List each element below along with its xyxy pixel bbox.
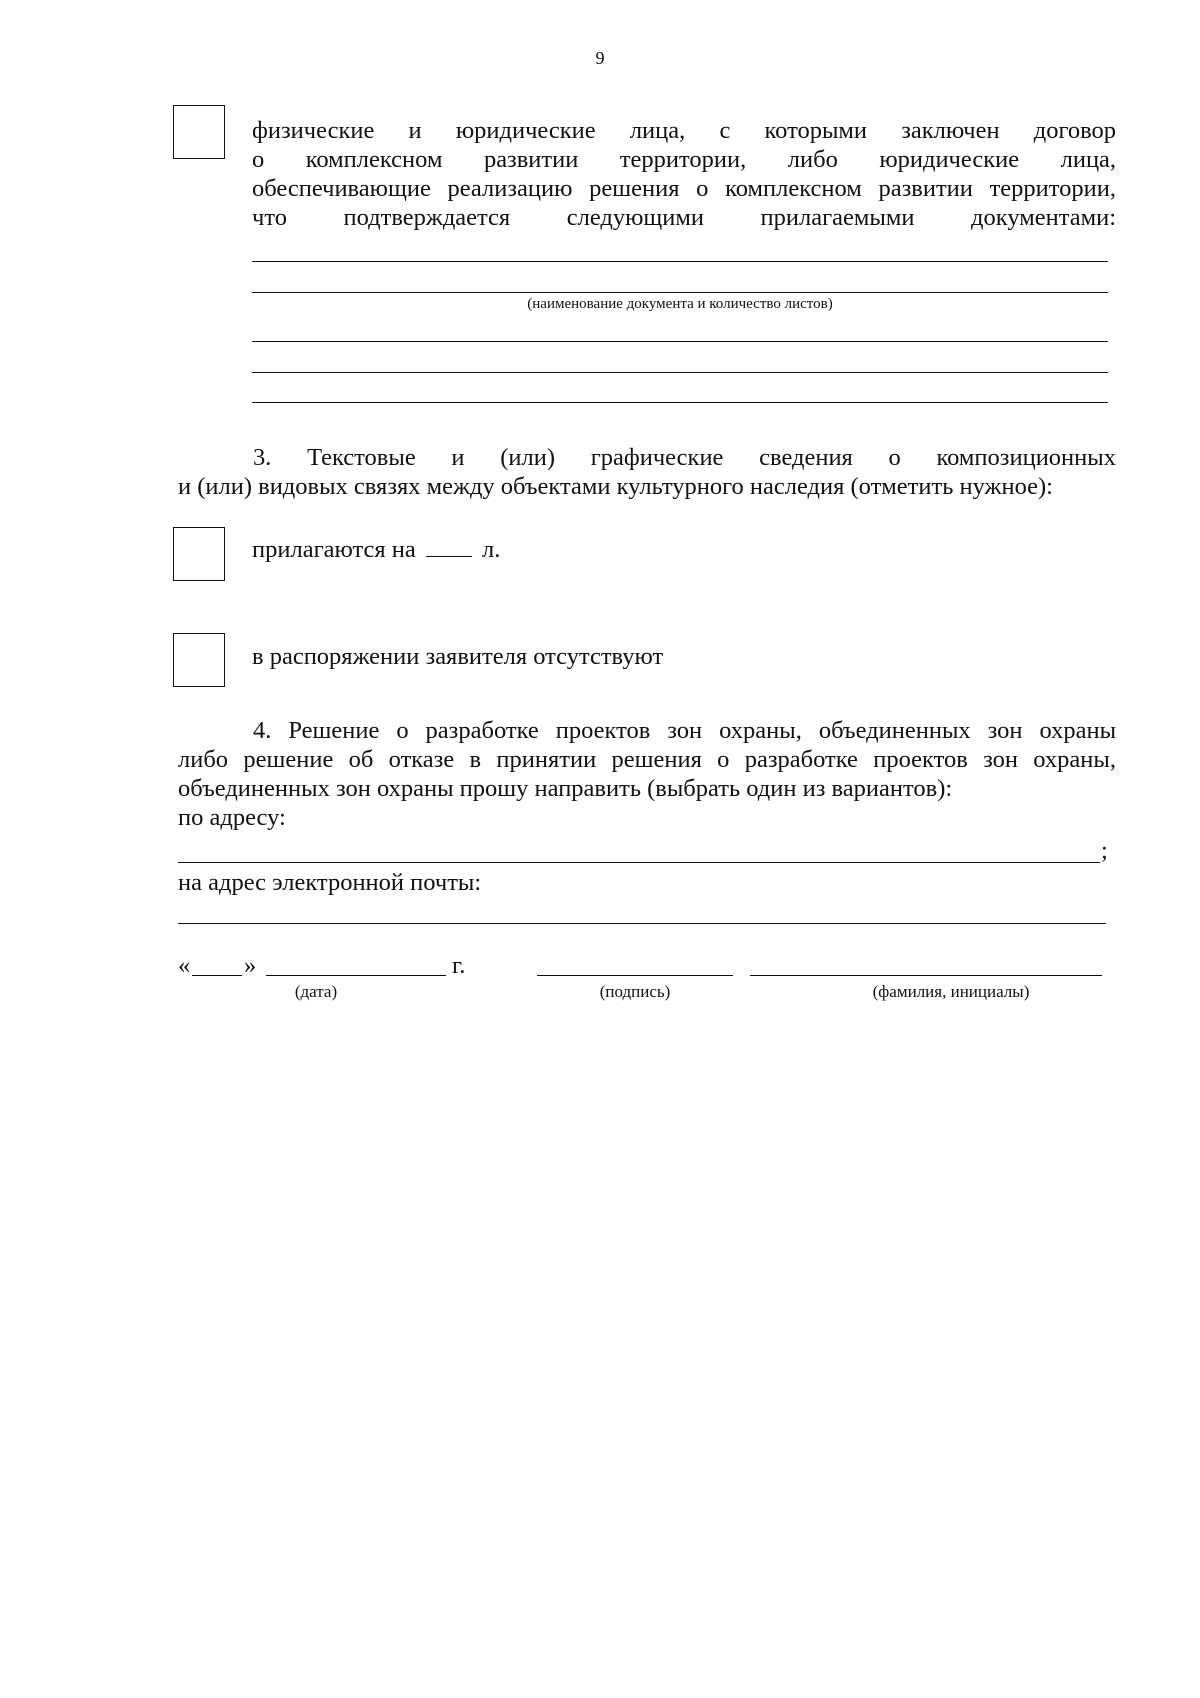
documents-caption: (наименование документа и количество листов) [527,296,833,312]
documents-blank-line-4[interactable] [252,372,1108,373]
section-3-line-1: 3. Текстовые и (или) графические сведения о композиционных [253,444,1116,471]
attached-option [252,535,500,564]
documents-blank-line-3[interactable] [252,341,1108,342]
parties-line-1: физические и юридические лица, с которыми заключен договор [252,117,1117,144]
documents-blank-line-1[interactable] [252,261,1108,262]
address-label: по адресу: [178,804,286,831]
parties-line-4: что подтверждается следующими прилагаемыми документами: [252,204,1117,231]
signature-field[interactable] [537,975,733,976]
date-day-field[interactable] [192,975,242,976]
date-month-field[interactable] [266,975,446,976]
date-year-suffix: г. [452,952,466,979]
section-4-text [178,716,1116,832]
parties-line-2: о комплексном развитии территории, либо юридические лица, [252,146,1117,173]
section-4-line-3: объединенных зон охраны прошу направить (выбрать один из вариантов): [178,775,953,802]
sheets-suffix: л. [482,536,501,563]
email-field-line[interactable] [178,923,1106,924]
name-field[interactable] [750,975,1102,976]
attached-checkbox[interactable] [173,527,225,581]
documents-blank-line-5[interactable] [252,402,1108,403]
date-quote-close: » [244,952,257,979]
section-4-line-1: 4. Решение о разработке проектов зон охраны, объединенных зон охраны [253,717,1117,744]
page-number: 9 [595,48,605,68]
date-quote-open: « [178,952,191,979]
signature-caption: (подпись) [599,982,671,1001]
section-3-heading [178,443,1116,501]
date-caption: (дата) [294,982,338,1001]
section-4-line-2: либо решение об отказе в принятии решения о разработке проектов зон охраны, [178,746,1116,773]
name-caption: (фамилия, инициалы) [872,982,1030,1001]
section-3-line-2: и (или) видовых связях между объектами культурного наследия (отметить нужное): [178,473,1053,500]
absent-option-label: в распоряжении заявителя отсутствуют [252,643,664,670]
parties-text [252,116,1116,232]
address-field-line[interactable] [178,862,1100,863]
absent-checkbox[interactable] [173,633,225,687]
sheets-count-field[interactable] [426,536,472,557]
documents-blank-line-2[interactable] [252,292,1108,293]
parties-checkbox[interactable] [173,105,225,159]
attached-label: прилагаются на [252,536,416,563]
email-label: на адрес электронной почты: [178,869,482,896]
parties-line-3: обеспечивающие реализацию решения о комплексном развитии территории, [252,175,1116,202]
address-end-semicolon: ; [1101,837,1108,864]
